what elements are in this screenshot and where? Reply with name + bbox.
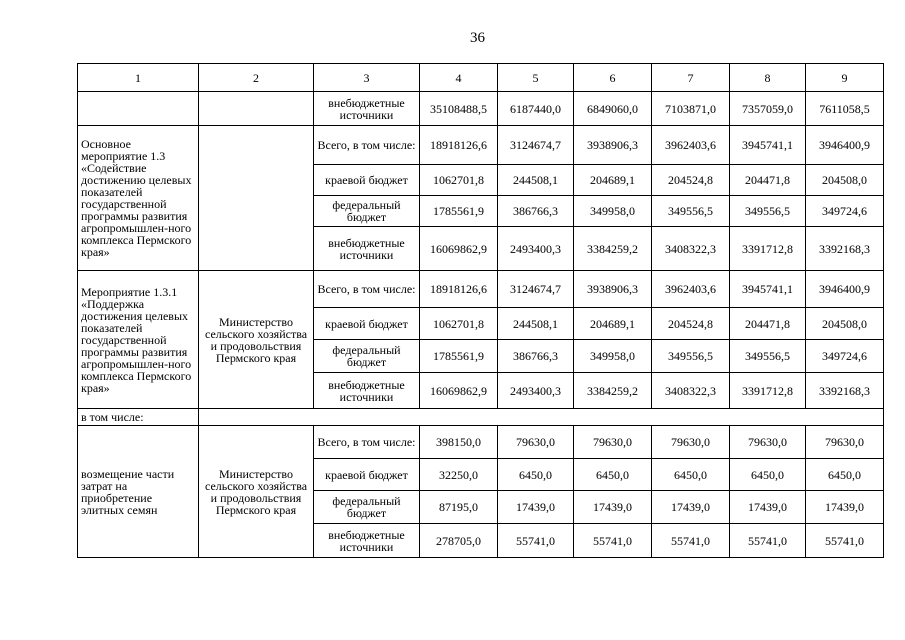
value-cell: 79630,0 [730, 426, 806, 459]
value-cell: 17439,0 [498, 491, 574, 524]
activity-name-cell: возмещение части затрат на приобретение элитных семян [78, 426, 199, 558]
value-cell: 18918126,6 [420, 271, 498, 308]
funding-source-cell: внебюджетные источники [314, 92, 420, 126]
value-cell: 6450,0 [498, 459, 574, 491]
value-cell: 3945741,1 [730, 126, 806, 165]
header-cell: 6 [574, 64, 652, 92]
value-cell: 349724,6 [806, 340, 884, 373]
value-cell: 32250,0 [420, 459, 498, 491]
value-cell: 17439,0 [652, 491, 730, 524]
value-cell: 6450,0 [574, 459, 652, 491]
value-cell: 386766,3 [498, 196, 574, 227]
value-cell: 7357059,0 [730, 92, 806, 126]
value-cell: 6187440,0 [498, 92, 574, 126]
value-cell: 3946400,9 [806, 271, 884, 308]
value-cell: 1062701,8 [420, 308, 498, 340]
value-cell: 18918126,6 [420, 126, 498, 165]
value-cell: 3384259,2 [574, 373, 652, 409]
value-cell: 3124674,7 [498, 271, 574, 308]
value-cell: 204524,8 [652, 308, 730, 340]
value-cell: 349958,0 [574, 196, 652, 227]
value-cell: 79630,0 [806, 426, 884, 459]
value-cell: 204471,8 [730, 165, 806, 196]
header-cell: 8 [730, 64, 806, 92]
value-cell: 349556,5 [730, 340, 806, 373]
responsible-executor-cell: Министерство сельского хозяйства и продовольствия Пермского края [199, 271, 314, 409]
table-row [78, 426, 884, 459]
value-cell: 79630,0 [574, 426, 652, 459]
value-cell: 17439,0 [806, 491, 884, 524]
value-cell: 1062701,8 [420, 165, 498, 196]
value-cell: 3391712,8 [730, 227, 806, 271]
funding-source-cell: внебюджетные источники [314, 524, 420, 558]
header-cell: 7 [652, 64, 730, 92]
value-cell: 244508,1 [498, 308, 574, 340]
value-cell: 55741,0 [730, 524, 806, 558]
value-cell: 386766,3 [498, 340, 574, 373]
value-cell: 1785561,9 [420, 196, 498, 227]
subsection-label: в том числе: [78, 409, 199, 426]
header-cell: 4 [420, 64, 498, 92]
value-cell: 2493400,3 [498, 373, 574, 409]
value-cell: 204508,0 [806, 308, 884, 340]
value-cell: 7611058,5 [806, 92, 884, 126]
header-cell: 9 [806, 64, 884, 92]
value-cell: 3946400,9 [806, 126, 884, 165]
value-cell: 204508,0 [806, 165, 884, 196]
value-cell: 79630,0 [498, 426, 574, 459]
value-cell: 7103871,0 [652, 92, 730, 126]
funding-source-cell: краевой бюджет [314, 308, 420, 340]
value-cell: 87195,0 [420, 491, 498, 524]
responsible-executor-cell [199, 92, 314, 126]
table-row [78, 271, 884, 308]
value-cell: 204471,8 [730, 308, 806, 340]
value-cell: 35108488,5 [420, 92, 498, 126]
responsible-executor-cell [199, 126, 314, 271]
value-cell: 6849060,0 [574, 92, 652, 126]
value-cell: 6450,0 [652, 459, 730, 491]
value-cell: 2493400,3 [498, 227, 574, 271]
value-cell: 3938906,3 [574, 126, 652, 165]
activity-name-cell: Мероприятие 1.3.1 «Поддержка достижения целевых показателей государственной программы развития агропромышлен-ного комплекса Пермского края» [78, 271, 199, 409]
value-cell: 17439,0 [574, 491, 652, 524]
funding-source-cell: федеральный бюджет [314, 491, 420, 524]
value-cell: 6450,0 [730, 459, 806, 491]
value-cell: 3962403,6 [652, 126, 730, 165]
value-cell: 349556,5 [652, 340, 730, 373]
page-number: 36 [470, 30, 485, 46]
value-cell: 16069862,9 [420, 373, 498, 409]
value-cell: 349556,5 [730, 196, 806, 227]
value-cell: 6450,0 [806, 459, 884, 491]
value-cell: 3938906,3 [574, 271, 652, 308]
value-cell: 398150,0 [420, 426, 498, 459]
value-cell: 204524,8 [652, 165, 730, 196]
value-cell: 55741,0 [574, 524, 652, 558]
funding-source-cell: краевой бюджет [314, 459, 420, 491]
funding-source-cell: Всего, в том числе: [314, 126, 420, 165]
header-cell: 1 [78, 64, 199, 92]
table-row [78, 126, 884, 165]
value-cell: 55741,0 [806, 524, 884, 558]
value-cell: 349556,5 [652, 196, 730, 227]
table-row [78, 92, 884, 126]
header-cell: 3 [314, 64, 420, 92]
table-body [78, 64, 884, 558]
funding-source-cell: федеральный бюджет [314, 196, 420, 227]
table-row [78, 409, 884, 426]
funding-source-cell: Всего, в том числе: [314, 271, 420, 308]
empty-cell [199, 409, 884, 426]
value-cell: 3962403,6 [652, 271, 730, 308]
funding-source-cell: федеральный бюджет [314, 340, 420, 373]
funding-source-cell: Всего, в том числе: [314, 426, 420, 459]
responsible-executor-cell: Министерство сельского хозяйства и продовольствия Пермского края [199, 426, 314, 558]
value-cell: 278705,0 [420, 524, 498, 558]
value-cell: 3945741,1 [730, 271, 806, 308]
value-cell: 244508,1 [498, 165, 574, 196]
value-cell: 3408322,3 [652, 227, 730, 271]
funding-source-cell: внебюджетные источники [314, 227, 420, 271]
header-cell: 2 [199, 64, 314, 92]
value-cell: 3124674,7 [498, 126, 574, 165]
value-cell: 1785561,9 [420, 340, 498, 373]
header-cell: 5 [498, 64, 574, 92]
funding-source-cell: краевой бюджет [314, 165, 420, 196]
value-cell: 204689,1 [574, 308, 652, 340]
value-cell: 16069862,9 [420, 227, 498, 271]
value-cell: 79630,0 [652, 426, 730, 459]
value-cell: 204689,1 [574, 165, 652, 196]
value-cell: 3392168,3 [806, 373, 884, 409]
table-header-row [78, 64, 884, 92]
value-cell: 3384259,2 [574, 227, 652, 271]
value-cell: 17439,0 [730, 491, 806, 524]
activity-name-cell [78, 92, 199, 126]
value-cell: 349724,6 [806, 196, 884, 227]
value-cell: 3391712,8 [730, 373, 806, 409]
value-cell: 3392168,3 [806, 227, 884, 271]
value-cell: 55741,0 [498, 524, 574, 558]
value-cell: 3408322,3 [652, 373, 730, 409]
budget-table [77, 63, 884, 558]
value-cell: 55741,0 [652, 524, 730, 558]
activity-name-cell: Основное мероприятие 1.3 «Содействие достижению целевых показателей государственной программы развития агропромышлен-ного комплекса Пермского края» [78, 126, 199, 271]
funding-source-cell: внебюджетные источники [314, 373, 420, 409]
value-cell: 349958,0 [574, 340, 652, 373]
